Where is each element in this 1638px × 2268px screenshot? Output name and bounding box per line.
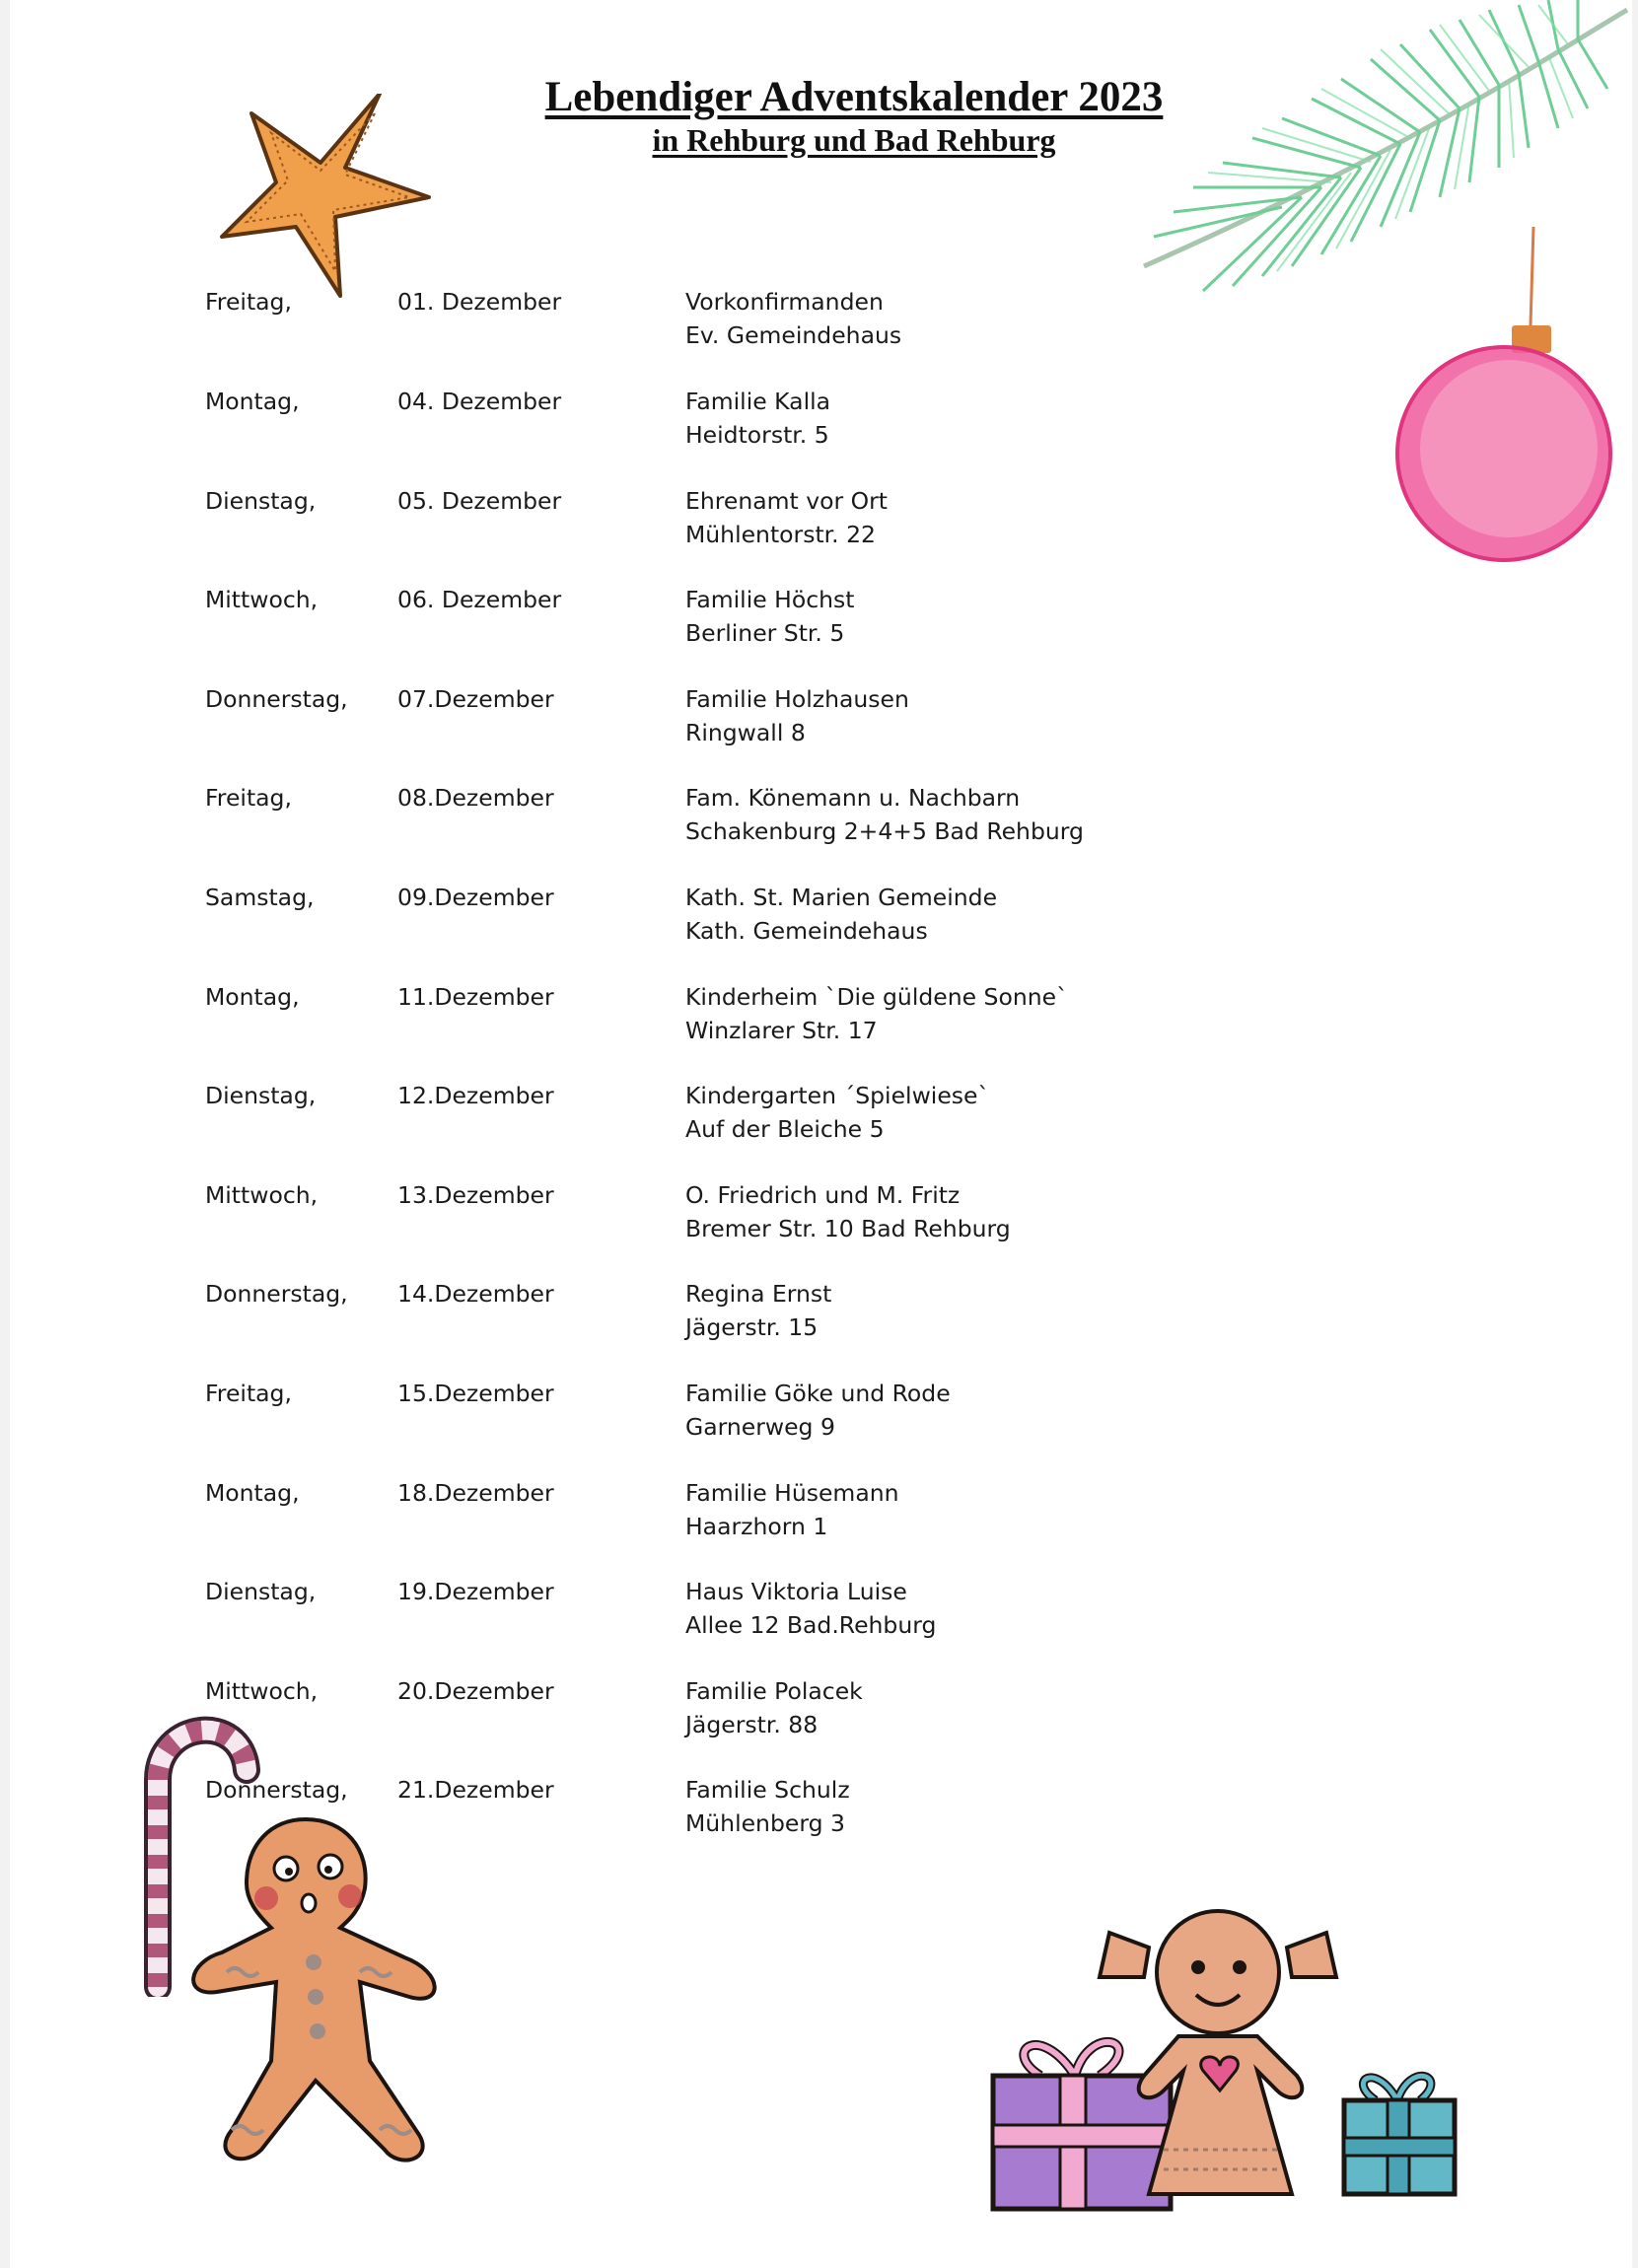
entry-host: Kinderheim `Die güldene Sonne` (685, 983, 1068, 1011)
entry-day: Montag, (205, 1479, 300, 1507)
entry-host: Familie Holzhausen (685, 685, 909, 713)
entry-host: Familie Hüsemann (685, 1479, 899, 1507)
entry-date: 18.Dezember (397, 1479, 554, 1507)
entry-day: Freitag, (205, 784, 292, 812)
entry-address: Jägerstr. 88 (685, 1711, 819, 1738)
entry-address: Winzlarer Str. 17 (685, 1017, 878, 1044)
entry-day: Samstag, (205, 884, 315, 911)
entry-address: Ringwall 8 (685, 719, 806, 746)
entry-host: Kath. St. Marien Gemeinde (685, 884, 998, 911)
entry-day: Freitag, (205, 288, 292, 316)
entry-date: 21.Dezember (397, 1776, 554, 1804)
entry-date: 19.Dezember (397, 1578, 554, 1605)
entry-day: Donnerstag, (205, 1776, 348, 1804)
calendar-entry (10, 288, 1193, 367)
calendar-entry (10, 1479, 1193, 1558)
entry-day: Dienstag, (205, 1578, 317, 1605)
document-page (10, 0, 1632, 2268)
entry-host: Familie Polacek (685, 1677, 863, 1705)
entry-host: Familie Schulz (685, 1776, 850, 1804)
entry-address: Kath. Gemeindehaus (685, 917, 928, 945)
entry-day: Montag, (205, 388, 300, 415)
entry-date: 01. Dezember (397, 288, 562, 316)
entry-date: 05. Dezember (397, 487, 562, 515)
entry-host: Familie Kalla (685, 388, 831, 415)
entry-address: Ev. Gemeindehaus (685, 321, 902, 349)
entry-day: Freitag, (205, 1380, 292, 1407)
calendar-entry (10, 784, 1193, 863)
entry-address: Auf der Bleiche 5 (685, 1115, 885, 1143)
entry-address: Heidtorstr. 5 (685, 421, 829, 449)
entry-date: 06. Dezember (397, 586, 562, 613)
entry-day: Mittwoch, (205, 586, 319, 613)
entry-date: 15.Dezember (397, 1380, 554, 1407)
entry-address: Haarzhorn 1 (685, 1513, 828, 1540)
calendar-entry (10, 1181, 1193, 1260)
entry-day: Dienstag, (205, 487, 317, 515)
entry-date: 14.Dezember (397, 1280, 554, 1308)
entry-address: Bremer Str. 10 Bad Rehburg (685, 1215, 1011, 1242)
calendar-entry (10, 586, 1193, 665)
entry-host: Familie Göke und Rode (685, 1380, 951, 1407)
entry-date: 11.Dezember (397, 983, 554, 1011)
calendar-entry (10, 685, 1193, 764)
entry-address: Mühlentorstr. 22 (685, 521, 877, 548)
entry-date: 13.Dezember (397, 1181, 554, 1209)
entry-host: Fam. Könemann u. Nachbarn (685, 784, 1021, 812)
entry-date: 20.Dezember (397, 1677, 554, 1705)
christmas-ornament-icon (1381, 227, 1617, 572)
entry-host: Ehrenamt vor Ort (685, 487, 889, 515)
page-title: Lebendiger Adventskalender 2023 (544, 74, 1164, 120)
page-subtitle: in Rehburg und Bad Rehburg (652, 122, 1056, 158)
entry-date: 08.Dezember (397, 784, 554, 812)
entry-address: Berliner Str. 5 (685, 619, 845, 647)
calendar-entry (10, 1380, 1193, 1458)
entry-day: Dienstag, (205, 1082, 317, 1109)
calendar-entry (10, 884, 1193, 962)
entry-host: Vorkonfirmanden (685, 288, 884, 316)
entry-day: Donnerstag, (205, 685, 348, 713)
entry-address: Allee 12 Bad.Rehburg (685, 1611, 937, 1639)
entry-host: Regina Ernst (685, 1280, 832, 1308)
calendar-entry (10, 1578, 1193, 1657)
entry-host: O. Friedrich und M. Fritz (685, 1181, 961, 1209)
gift-box-icon (1336, 2051, 1464, 2204)
entry-host: Haus Viktoria Luise (685, 1578, 907, 1605)
entry-address: Mühlenberg 3 (685, 1809, 845, 1837)
entry-address: Garnerweg 9 (685, 1413, 835, 1441)
calendar-entry (10, 487, 1193, 566)
entry-day: Donnerstag, (205, 1280, 348, 1308)
entry-day: Mittwoch, (205, 1677, 319, 1705)
entry-date: 12.Dezember (397, 1082, 554, 1109)
entry-date: 07.Dezember (397, 685, 554, 713)
entry-address: Schakenburg 2+4+5 Bad Rehburg (685, 817, 1084, 845)
calendar-entry (10, 983, 1193, 1062)
entry-day: Montag, (205, 983, 300, 1011)
calendar-entry (10, 1082, 1193, 1161)
entry-date: 04. Dezember (397, 388, 562, 415)
entry-host: Familie Höchst (685, 586, 855, 613)
entry-date: 09.Dezember (397, 884, 554, 911)
gingerbread-man-icon (148, 1809, 463, 2184)
calendar-entry (10, 1280, 1193, 1359)
entry-address: Jägerstr. 15 (685, 1313, 819, 1341)
gingerbread-girl-icon (1090, 1908, 1346, 2214)
calendar-entry (10, 388, 1193, 466)
entry-day: Mittwoch, (205, 1181, 319, 1209)
entry-host: Kindergarten ´Spielwiese` (685, 1082, 990, 1109)
